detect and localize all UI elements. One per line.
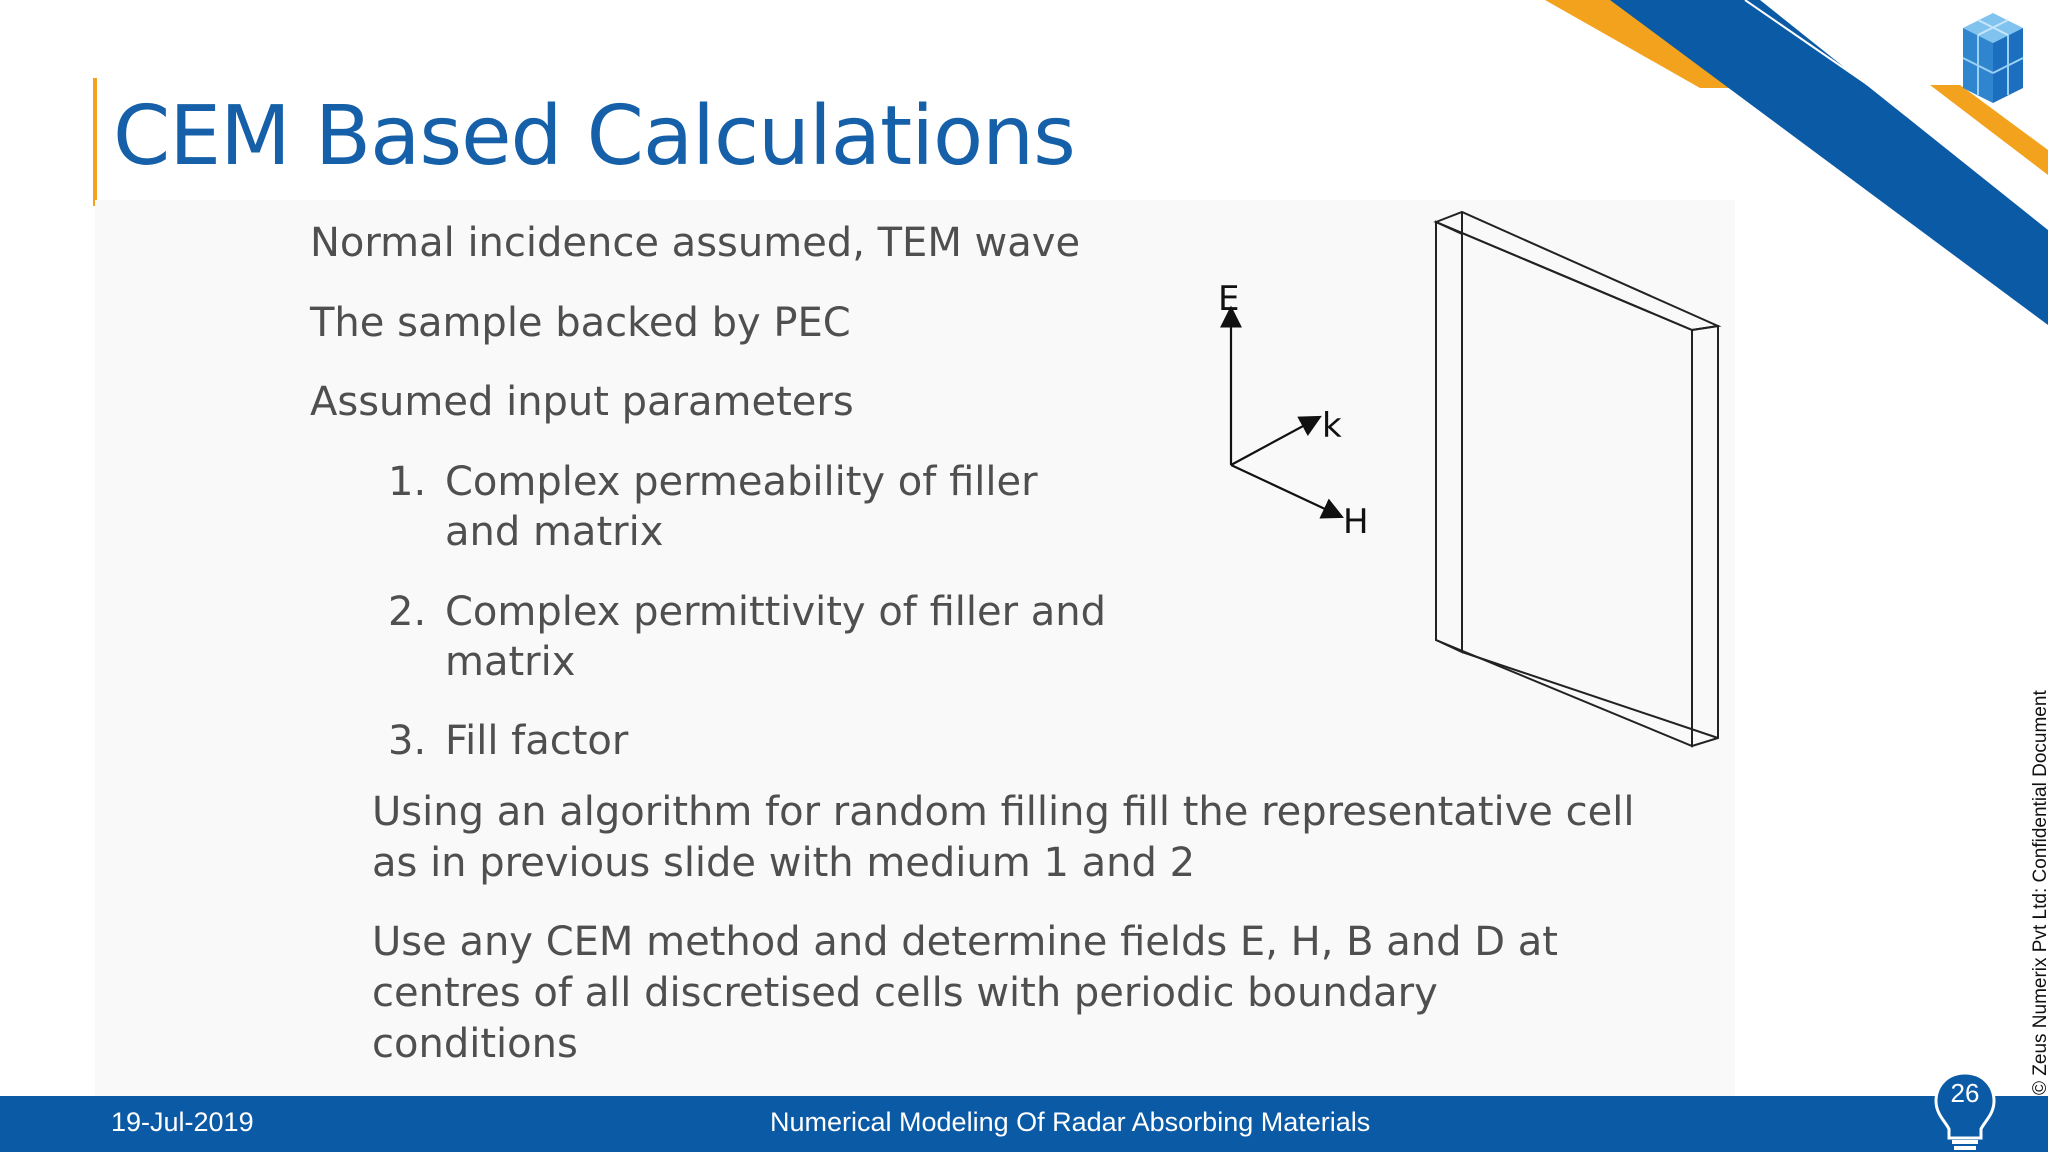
bullet-normal-incidence: Normal incidence assumed, TEM wave xyxy=(310,220,1081,266)
param-permittivity-line2: matrix xyxy=(445,639,576,685)
param-fill-factor: Fill factor xyxy=(445,718,629,764)
paragraph-cem-method-line3: conditions xyxy=(372,1021,578,1067)
bullet-pec-backed: The sample backed by PEC xyxy=(310,300,851,346)
footer-presentation-title: Numerical Modeling Of Radar Absorbing Materials xyxy=(770,1107,1371,1137)
list-number-1: 1. xyxy=(388,459,427,505)
paragraph-cem-method-line2: centres of all discretised cells with periodic boundary xyxy=(372,970,1438,1016)
list-number-3: 3. xyxy=(388,718,427,764)
axis-label-h: H xyxy=(1343,502,1369,542)
param-permeability-line1: Complex permeability of filler xyxy=(445,459,1038,505)
field-axes-diagram xyxy=(1200,270,1420,550)
paragraph-random-filling-line1: Using an algorithm for random filling fill the representative cell xyxy=(372,789,1635,835)
footer-date: 19-Jul-2019 xyxy=(111,1107,254,1137)
param-permittivity-line1: Complex permittivity of filler and xyxy=(445,589,1107,635)
cube-logo-icon xyxy=(1948,8,2038,108)
copyright-notice: © Zeus Numerix Pvt Ltd: Confidential Document xyxy=(2030,690,2051,1095)
bullet-input-parameters: Assumed input parameters xyxy=(310,379,854,425)
slide-title: CEM Based Calculations xyxy=(113,89,1075,184)
page-number: 26 xyxy=(1950,1078,1980,1108)
paragraph-random-filling-line2: as in previous slide with medium 1 and 2 xyxy=(372,840,1196,886)
sample-slab-diagram xyxy=(1420,210,1720,770)
list-number-2: 2. xyxy=(388,589,427,635)
paragraph-cem-method-line1: Use any CEM method and determine fields E, H, B and D at xyxy=(372,919,1558,965)
axis-label-e: E xyxy=(1218,279,1240,319)
param-permeability-line2: and matrix xyxy=(445,509,664,555)
axis-label-k: k xyxy=(1322,406,1342,446)
title-accent-bar xyxy=(93,78,97,206)
